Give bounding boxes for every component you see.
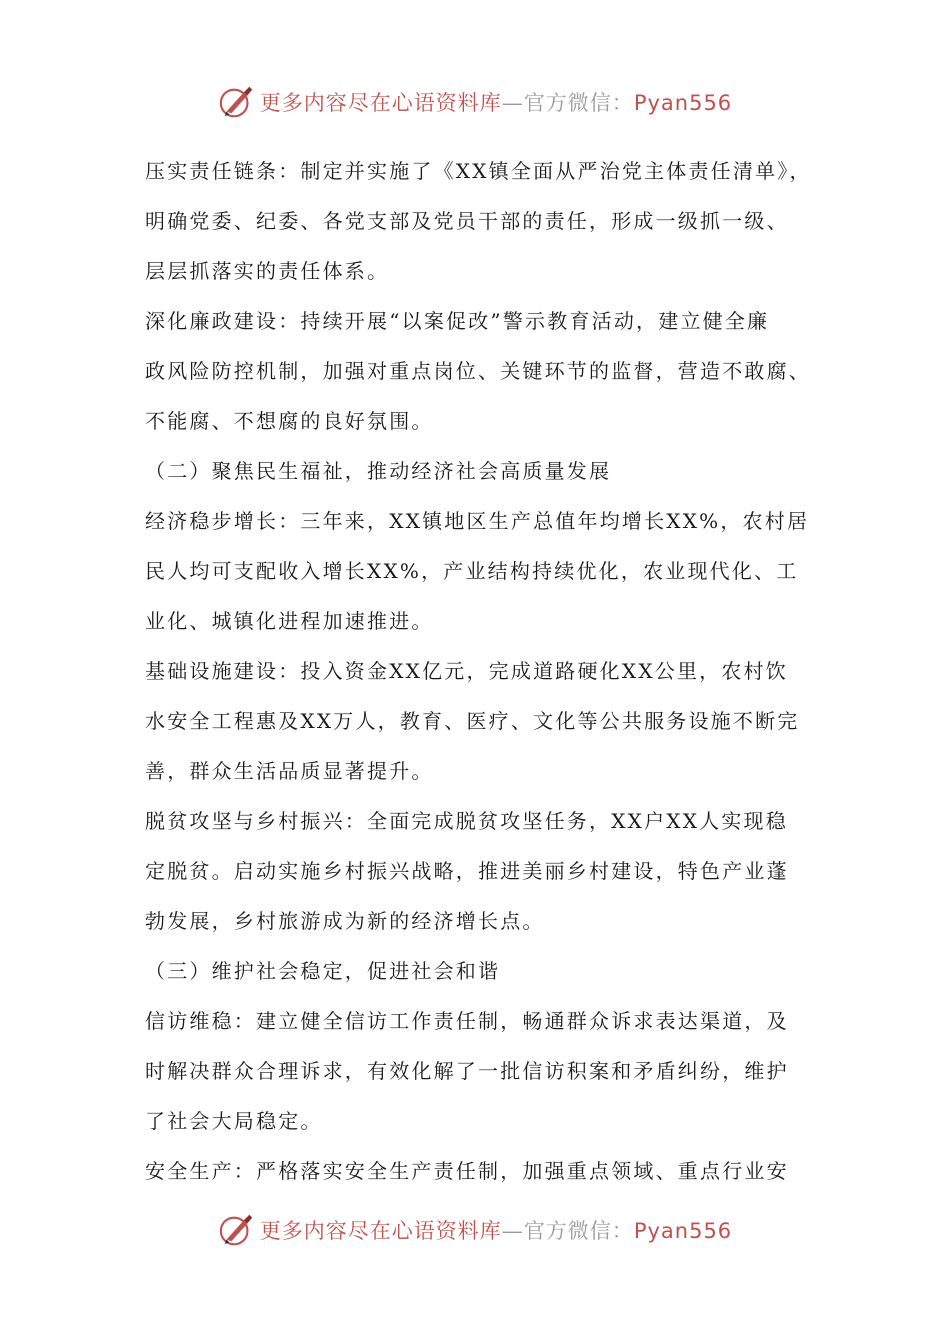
- body-line: 压实责任链条：制定并实施了《XX镇全面从严治党主体责任清单》，: [145, 159, 812, 183]
- footer-banner: [0, 1208, 950, 1252]
- body-line: 业化、城镇化进程加速推进。: [145, 609, 434, 633]
- body-line: 时解决群众合理诉求，有效化解了一批信访积案和矛盾纠纷，维护: [145, 1059, 789, 1083]
- banner-wechat-label: 官方微信：: [523, 1219, 634, 1243]
- banner-main-text: 更多内容尽在心语资料库: [259, 1219, 502, 1243]
- banner-wechat-id: Pyan556: [633, 1219, 733, 1243]
- section-heading: （二）聚焦民生福祉，推动经济社会高质量发展: [145, 459, 612, 483]
- banner-text: [260, 1215, 732, 1245]
- body-line: 不能腐、不想腐的良好氛围。: [145, 409, 434, 433]
- body-line: 政风险防控机制，加强对重点岗位、关键环节的监督，营造不敢腐、: [145, 359, 811, 383]
- body-line: 层层抓落实的责任体系。: [145, 259, 390, 283]
- body-line: 定脱贫。启动实施乡村振兴战略，推进美丽乡村建设，特色产业蓬: [145, 859, 789, 883]
- body-line: 基础设施建设：投入资金XX亿元，完成道路硬化XX公里，农村饮: [145, 659, 788, 683]
- body-line: 善，群众生活品质显著提升。: [145, 759, 434, 783]
- body-line: 了社会大局稳定。: [145, 1109, 323, 1133]
- banner-dash: —: [501, 1219, 524, 1243]
- body-line: 安全生产：严格落实安全生产责任制，加强重点领域、重点行业安: [145, 1159, 789, 1183]
- body-line: 深化廉政建设：持续开展“以案促改”警示教育活动，建立健全廉: [145, 309, 770, 333]
- body-line: 明确党委、纪委、各党支部及党员干部的责任，形成一级抓一级、: [145, 209, 789, 233]
- body-line: 信访维稳：建立健全信访工作责任制，畅通群众诉求表达渠道，及: [145, 1009, 789, 1033]
- document-body: [145, 146, 815, 1196]
- banner-main-text: 更多内容尽在心语资料库: [259, 91, 502, 115]
- pen-logo-icon: [218, 83, 256, 121]
- body-line: 经济稳步增长：三年来，XX镇地区生产总值年均增长XX%，农村居: [145, 509, 810, 533]
- body-line: 民人均可支配收入增长XX%，产业结构持续优化，农业现代化、工: [145, 559, 799, 583]
- banner-wechat-label: 官方微信：: [523, 91, 634, 115]
- banner-wechat-id: Pyan556: [633, 91, 733, 115]
- section-heading: （三）维护社会稳定，促进社会和谐: [145, 959, 501, 983]
- banner-text: [260, 87, 732, 117]
- header-banner: [0, 80, 950, 124]
- body-line: 水安全工程惠及XX万人，教育、医疗、文化等公共服务设施不断完: [145, 709, 800, 733]
- body-line: 脱贫攻坚与乡村振兴：全面完成脱贫攻坚任务，XX户XX人实现稳: [145, 809, 788, 833]
- banner-dash: —: [501, 91, 524, 115]
- pen-logo-icon: [218, 1211, 256, 1249]
- body-line: 勃发展，乡村旅游成为新的经济增长点。: [145, 909, 545, 933]
